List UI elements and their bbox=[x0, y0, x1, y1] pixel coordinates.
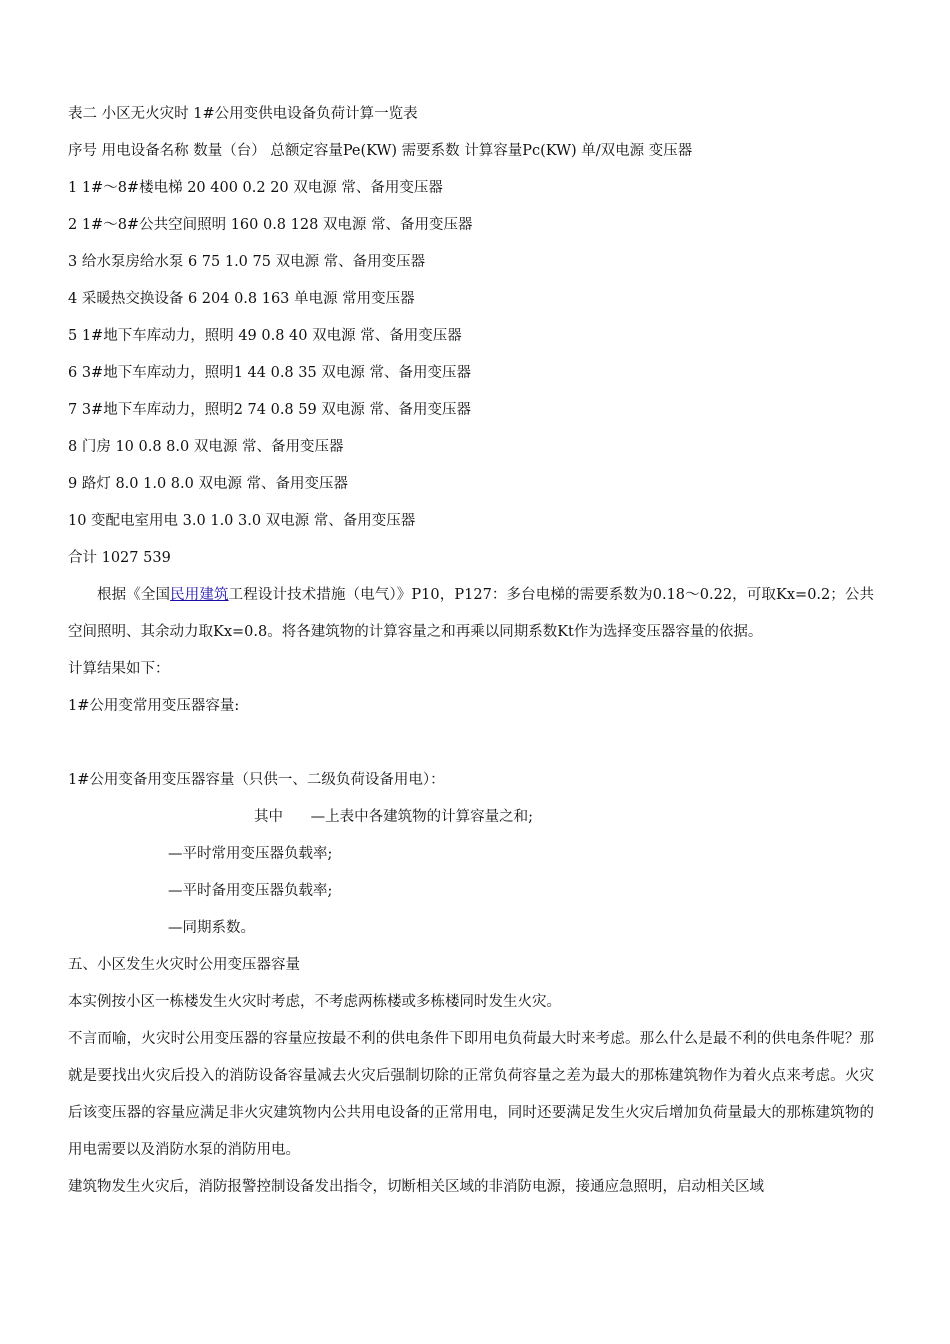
paragraph-fire-response: 建筑物发生火灾后，消防报警控制设备发出指令，切断相关区域的非消防电源，接通应急照明，启动相关区域 bbox=[68, 1179, 764, 1195]
table-row: 7 3#地下车库动力，照明2 74 0.8 59 双电源 常、备用变压器 bbox=[68, 402, 471, 418]
table-total-row: 合计 1027 539 bbox=[68, 550, 171, 566]
table-row: 5 1#地下车库动力，照明 49 0.8 40 双电源 常、备用变压器 bbox=[68, 328, 462, 344]
paragraph-demand-factor bbox=[68, 577, 874, 651]
where-item: —上表中各建筑物的计算容量之和; bbox=[310, 809, 534, 825]
paragraph-text: 工程设计技术措施（电气）》P10，P127：多台电梯的需要系数为0.18～0.22，可取Kx=0.2；公共空间照明、其余动力取Kx=0.8。将各建筑物的计算容量之和再乘以同期系数Kt作为选择变压器容量的依据。 bbox=[68, 587, 874, 640]
where-line bbox=[68, 799, 874, 836]
table-title: 表二 小区无火灾时 1#公用变供电设备负荷计算一览表 bbox=[68, 106, 418, 122]
table-row: 3 给水泵房给水泵 6 75 1.0 75 双电源 常、备用变压器 bbox=[68, 254, 426, 270]
table-row: 4 采暖热交换设备 6 204 0.8 163 单电源 常用变压器 bbox=[68, 291, 415, 307]
table-row: 1 1#～8#楼电梯 20 400 0.2 20 双电源 常、备用变压器 bbox=[68, 180, 443, 196]
table-row: 10 变配电室用电 3.0 1.0 3.0 双电源 常、备用变压器 bbox=[68, 513, 416, 529]
table-row: 6 3#地下车库动力，照明1 44 0.8 35 双电源 常、备用变压器 bbox=[68, 365, 471, 381]
main-transformer-capacity: 1#公用变常用变压器容量: bbox=[68, 698, 240, 714]
table-row: 2 1#～8#公共空间照明 160 0.8 128 双电源 常、备用变压器 bbox=[68, 217, 473, 233]
paragraph-worst-case: 不言而喻，火灾时公用变压器的容量应按最不利的供电条件下即用电负荷最大时来考虑。那么什么是最不利的供电条件呢？那就是要找出火灾后投入的消防设备容量减去火灾后强制切除的正常负荷容量之差为最大的那栋建筑物作为着火点来考虑。火灾后该变压器的容量应满足非火灾建筑物内公共用电设备的正常用电，同时还要满足发生火灾后增加负荷量最大的那栋建筑物的用电需要以及消防水泵的消防用电。 bbox=[68, 1031, 874, 1158]
formula-space bbox=[68, 725, 874, 762]
table-row: 8 门房 10 0.8 8.0 双电源 常、备用变压器 bbox=[68, 439, 344, 455]
table-row: 9 路灯 8.0 1.0 8.0 双电源 常、备用变压器 bbox=[68, 476, 349, 492]
backup-transformer-capacity: 1#公用变备用变压器容量（只供一、二级负荷设备用电）： bbox=[68, 772, 445, 788]
where-label: 其中 bbox=[254, 809, 283, 825]
calc-intro: 计算结果如下： bbox=[68, 661, 170, 677]
where-item: —平时常用变压器负载率; bbox=[168, 846, 333, 862]
where-item: —同期系数。 bbox=[168, 920, 255, 936]
section-title: 五、小区发生火灾时公用变压器容量 bbox=[68, 957, 300, 973]
where-item: —平时备用变压器负载率; bbox=[168, 883, 333, 899]
civil-building-link[interactable]: 民用建筑 bbox=[170, 587, 229, 603]
paragraph-text: 根据《全国 bbox=[97, 587, 171, 603]
table-header: 序号 用电设备名称 数量（台） 总额定容量Pe(KW) 需要系数 计算容量Pc(KW) 单/双电源 变压器 bbox=[68, 143, 693, 159]
paragraph-scope: 本实例按小区一栋楼发生火灾时考虑，不考虑两栋楼或多栋楼同时发生火灾。 bbox=[68, 994, 561, 1010]
